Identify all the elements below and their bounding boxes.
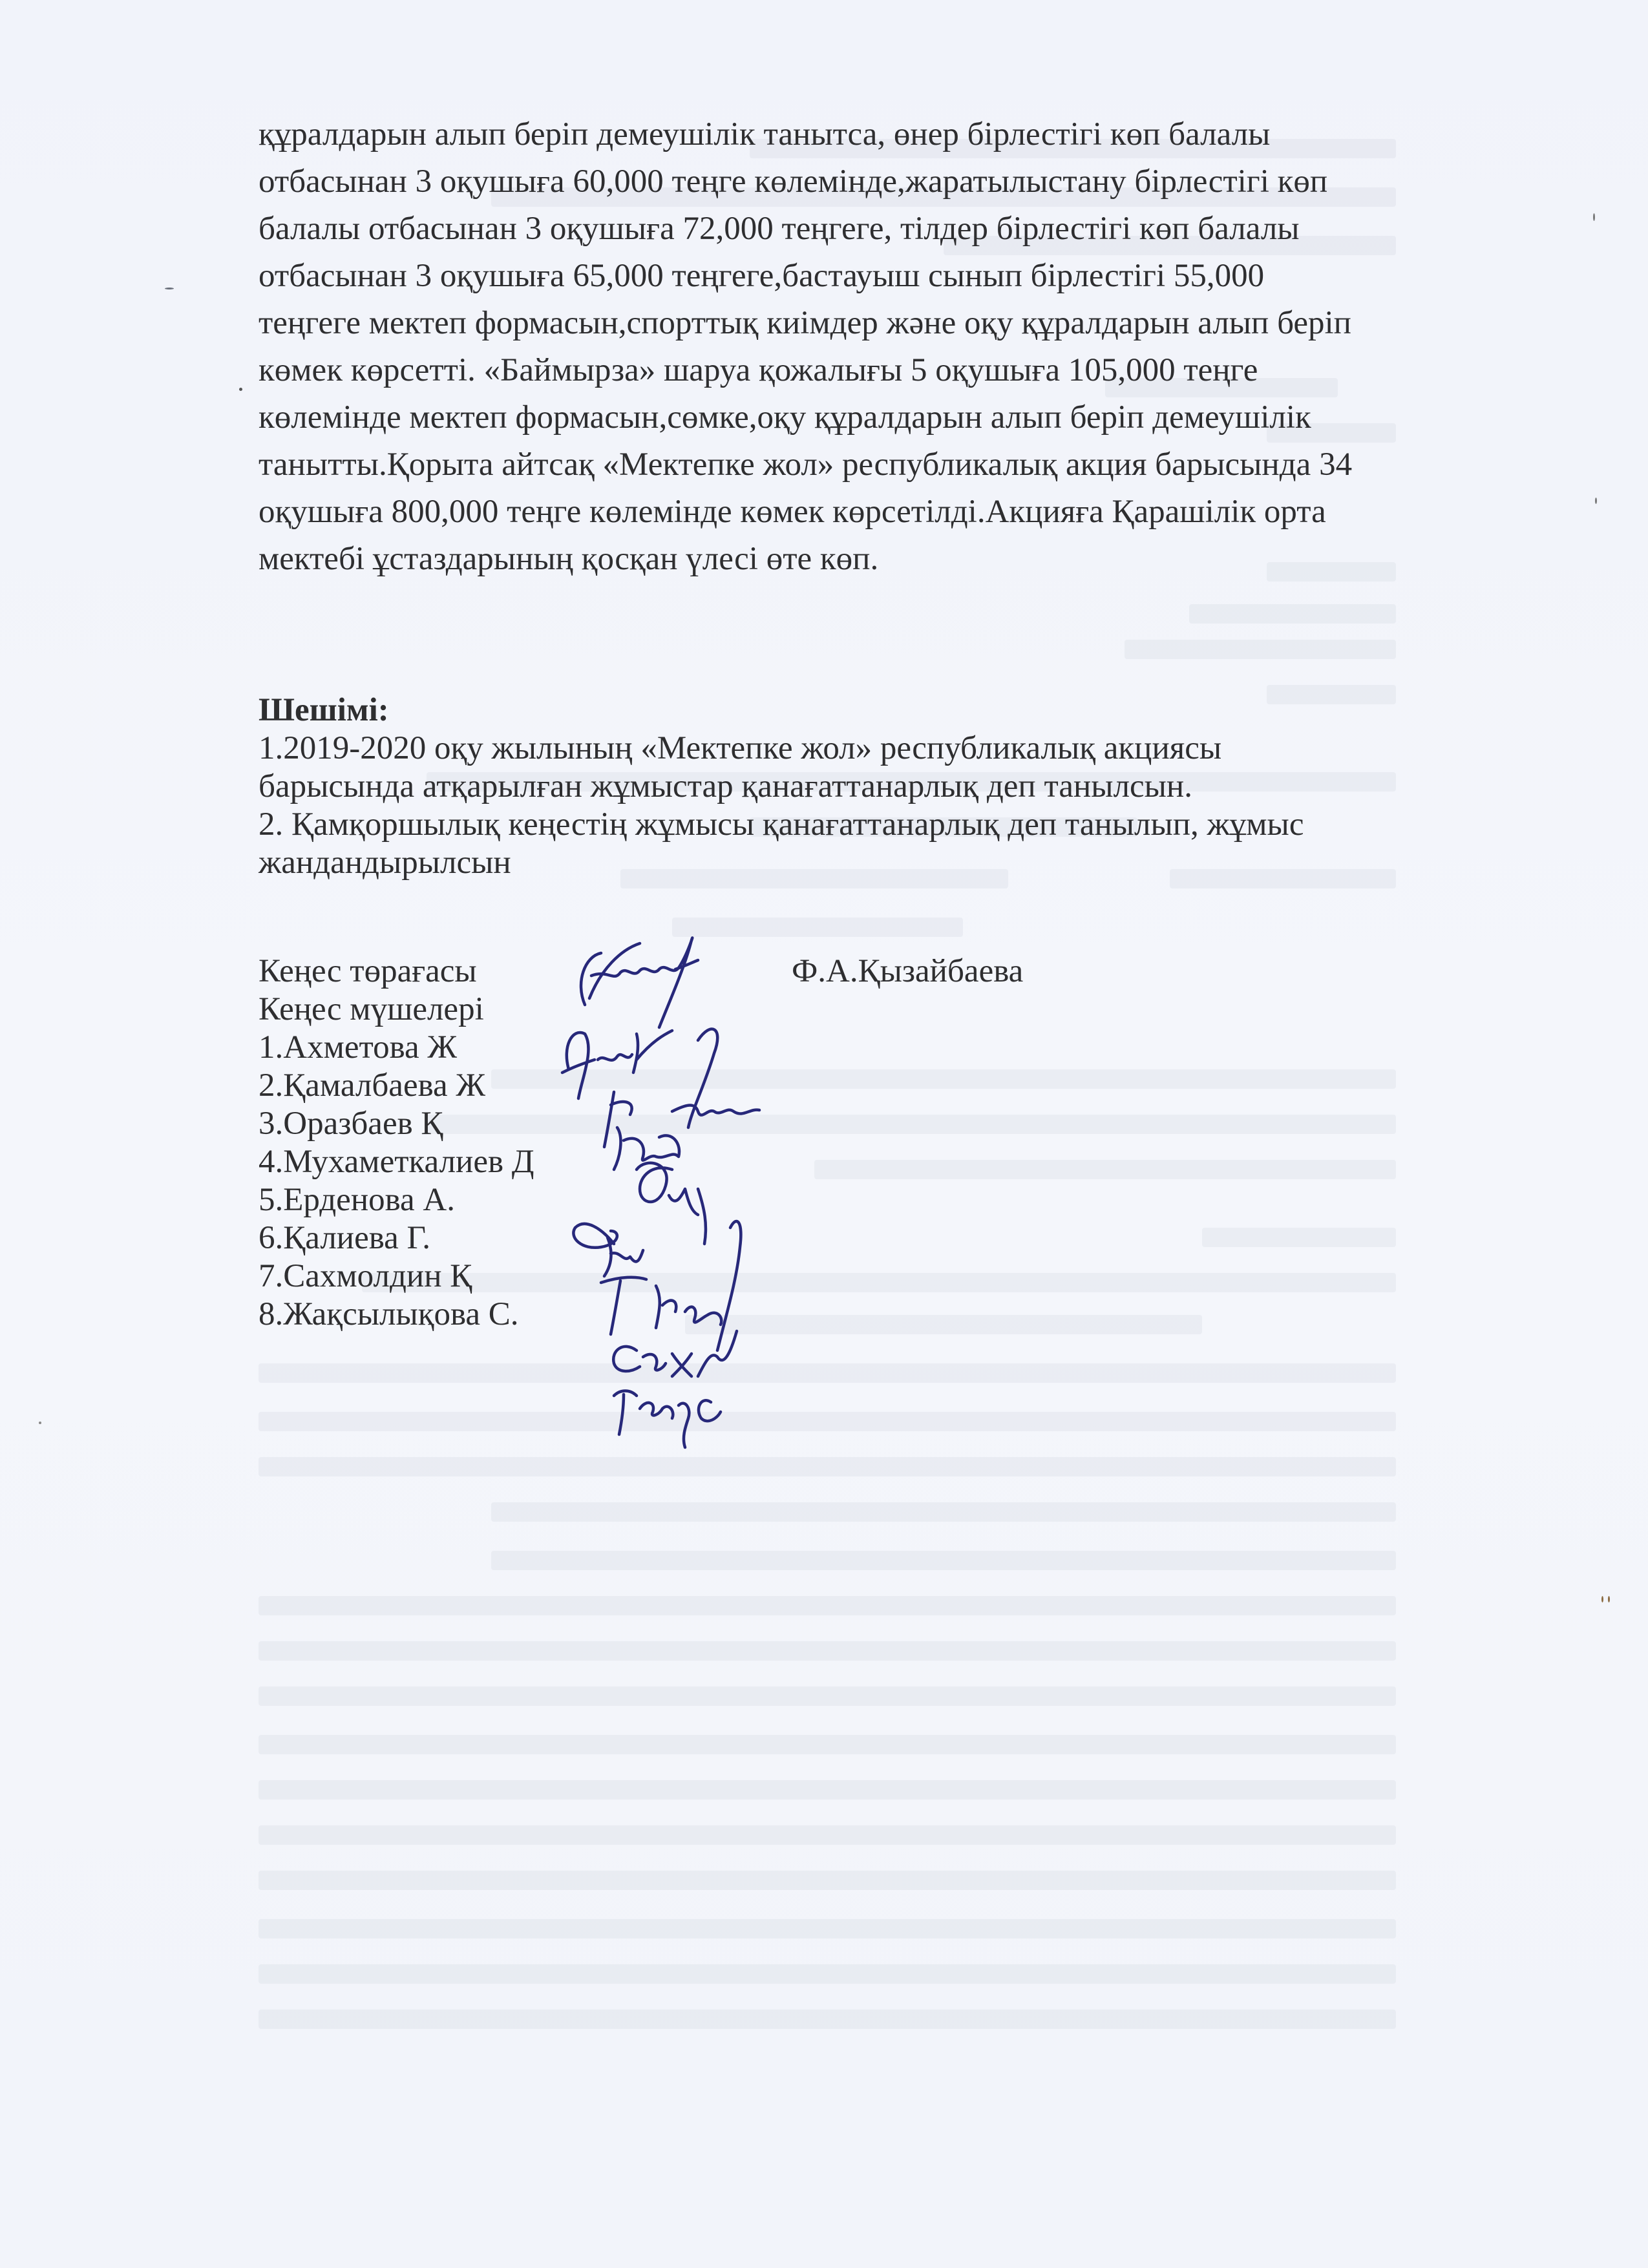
- scan-speck: [1593, 213, 1595, 221]
- signature-block: [259, 952, 1228, 1334]
- decision-line: 2. Қамқоршылық кеңестің жұмысы қанағаттанарлық деп танылып, жұмыс: [259, 806, 1304, 843]
- body-line: көлемінде мектеп формасын,сөмке,оқу құралдарын алып беріп демеушілік: [259, 399, 1311, 436]
- member-name: 8.Жақсылықова С.: [259, 1296, 519, 1332]
- decision-line: 1.2019-2020 оқу жылының «Мектепке жол» республикалық акциясы: [259, 730, 1222, 766]
- scan-speck: [1608, 1596, 1610, 1602]
- body-line: танытты.Қорыта айтсақ «Мектепке жол» республикалық акция барысында 34: [259, 446, 1353, 483]
- body-line: көмек көрсетті. «Баймырза» шаруа қожалығы 5 оқушыға 105,000 теңге: [259, 352, 1258, 388]
- decision-section: [259, 691, 1474, 882]
- body-line: теңгеге мектеп формасын,спорттық киімдер және оқу құралдарын алып беріп: [259, 305, 1351, 341]
- scan-speck: [1601, 1596, 1603, 1602]
- scan-speck: [239, 388, 242, 391]
- member-name: 2.Қамалбаева Ж: [259, 1067, 486, 1104]
- scan-speck: [1595, 498, 1597, 504]
- member-name: 1.Ахметова Ж: [259, 1029, 458, 1066]
- chair-name: Ф.А.Қызайбаева: [792, 953, 1024, 989]
- body-paragraph: [259, 111, 1474, 583]
- members-label: Кеңес мүшелері: [259, 991, 484, 1027]
- member-name: 5.Ерденова А.: [259, 1182, 455, 1218]
- member-name: 3.Оразбаев Қ: [259, 1106, 443, 1142]
- decision-line: барысында атқарылған жұмыстар қанағаттанарлық деп танылсын.: [259, 768, 1192, 804]
- member-7-signature-icon: [613, 1331, 737, 1376]
- body-line: мектебі ұстаздарының қосқан үлесі өте көп.: [259, 541, 879, 577]
- scan-speck: [165, 288, 174, 289]
- body-line: құралдарын алып беріп демеушілік танытса, өнер бірлестігі көп балалы: [259, 116, 1271, 152]
- member-name: 4.Мухаметкалиев Д: [259, 1144, 534, 1180]
- member-name: 7.Сахмолдин Қ: [259, 1258, 472, 1294]
- decision-heading: Шешімі:: [259, 692, 389, 728]
- body-line: отбасынан 3 оқушыға 65,000 теңгеге,бастауыш сынып бірлестігі 55,000: [259, 258, 1265, 294]
- decision-line: жандандырылсын: [259, 845, 511, 881]
- member-name: 6.Қалиева Г.: [259, 1220, 431, 1256]
- member-8-signature-icon: [614, 1391, 721, 1448]
- body-line: оқушыға 800,000 теңге көлемінде көмек көрсетілді.Акцияға Қарашілік орта: [259, 494, 1326, 530]
- scan-speck: [39, 1422, 41, 1424]
- body-line: балалы отбасынан 3 оқушыға 72,000 теңгеге, тілдер бірлестігі көп балалы: [259, 211, 1300, 247]
- body-line: отбасынан 3 оқушыға 60,000 теңге көлемінде,жаратылыстану бірлестігі көп: [259, 163, 1328, 200]
- chair-label: Кеңес төрағасы: [259, 953, 477, 989]
